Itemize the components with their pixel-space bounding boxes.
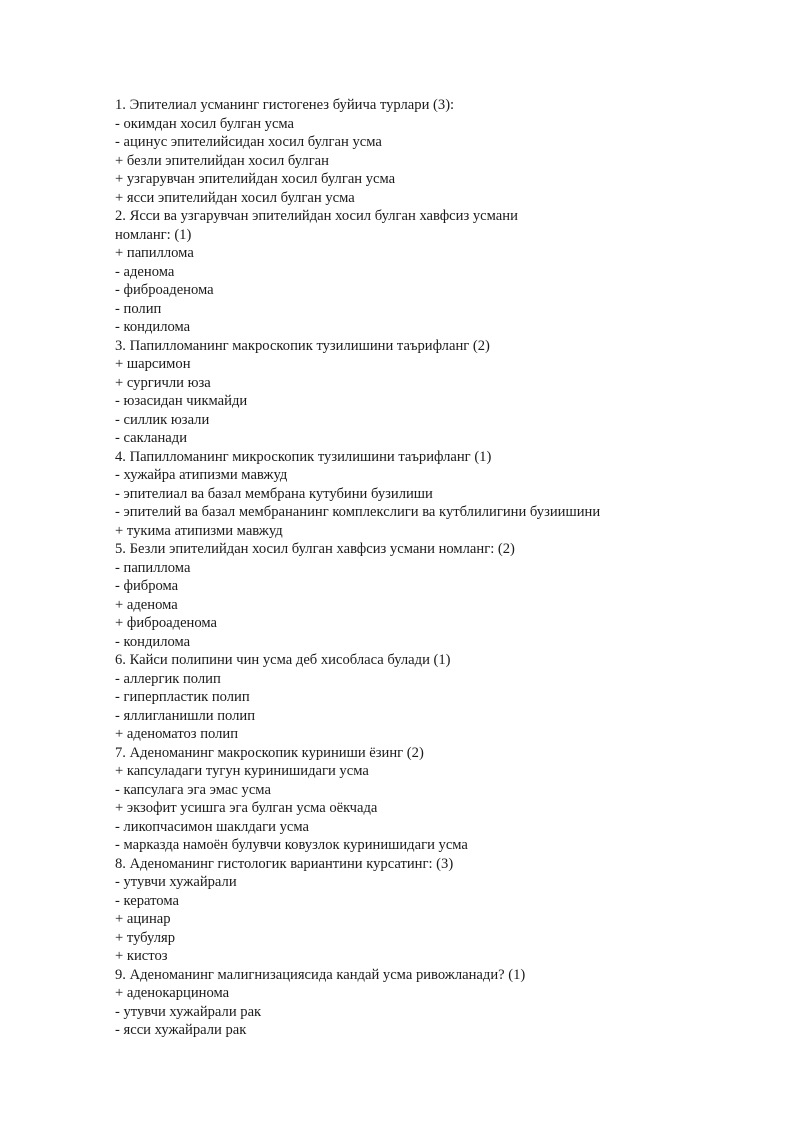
text-line: + сургичли юза: [115, 374, 211, 391]
text-line: - ликопчасимон шаклдаги усма: [115, 818, 309, 835]
text-line: 2. Ясси ва узгарувчан эпителийдан хосил булган хавфсиз усмани: [115, 208, 518, 224]
text-line: - яллигланишли полип: [115, 707, 256, 724]
text-line: 8. Аденоманинг гистологик вариантини курсатинг: (3): [115, 855, 454, 872]
text-line: + тукима атипизми мавжуд: [115, 522, 283, 539]
text-line: + шарсимон: [115, 356, 191, 372]
text-line: - аденома: [115, 263, 175, 280]
text-line: - фиброма: [115, 578, 179, 594]
text-line: - эпителиал ва базал мембрана кутубини бузилиши: [115, 485, 433, 502]
text-line: + аденома: [115, 596, 178, 613]
text-line: + экзофит усишга эга булган усма оёкчада: [115, 800, 378, 816]
text-line: - утувчи хужайрали: [115, 874, 237, 890]
text-line: + аденокарцинома: [115, 985, 230, 1001]
text-line: - аллергик полип: [115, 670, 221, 687]
text-line: 4. Папилломанинг микроскопик тузилишини таърифланг (1): [115, 448, 492, 465]
text-line: + кистоз: [115, 948, 168, 964]
text-line: 6. Кайси полипини чин усма деб хисобласа булади (1): [115, 652, 451, 668]
text-line: 9. Аденоманинг малигнизациясида кандай усма ривожланади? (1): [115, 966, 526, 983]
text-line: + тубуляр: [115, 929, 175, 946]
text-line: - хужайра атипизми мавжуд: [115, 467, 288, 483]
text-line: - юзасидан чикмайди: [115, 393, 248, 409]
text-line: - эпителий ва базал мембрананинг комплекслиги ва кутблилигини бузиишини: [115, 504, 601, 520]
text-line: - полип: [115, 300, 162, 317]
text-line: + безли эпителийдан хосил булган: [115, 152, 329, 169]
text-line: - окимдан хосил булган усма: [115, 115, 295, 132]
text-line: + фиброаденома: [115, 615, 217, 631]
text-line: - папиллома: [115, 559, 191, 576]
text-line: - кератома: [115, 892, 179, 909]
text-line: - ацинус эпителийсидан хосил булган усма: [115, 134, 382, 150]
text-line: - кондилома: [115, 633, 191, 650]
text-line: 1. Эпителиал усманинг гистогенез буйича турлари (3):: [115, 97, 455, 113]
text-line: - гиперпластик полип: [115, 689, 250, 705]
text-line: номланг: (1): [115, 226, 192, 243]
text-line: - капсулага эга эмас усма: [115, 781, 271, 798]
text-line: 5. Безли эпителийдан хосил булган хавфсиз усмани номланг: (2): [115, 541, 515, 557]
text-line: - сакланади: [115, 430, 188, 446]
text-line: + узгарувчан эпителийдан хосил булган усма: [115, 171, 396, 187]
text-line: - фиброаденома: [115, 282, 214, 298]
text-line: + аденоматоз полип: [115, 726, 239, 742]
text-line: - утувчи хужайрали рак: [115, 1003, 262, 1020]
text-line: 3. Папилломанинг макроскопик тузилишини таърифланг (2): [115, 337, 490, 354]
text-line: + ацинар: [115, 911, 171, 927]
question-list: [115, 96, 775, 1040]
text-line: + капсуладаги тугун куринишидаги усма: [115, 763, 369, 779]
text-line: + папиллома: [115, 245, 194, 261]
text-line: - силлик юзали: [115, 411, 210, 428]
text-line: 7. Аденоманинг макроскопик куриниши ёзинг (2): [115, 744, 424, 761]
text-line: - марказда намоён булувчи ковузлок куринишидаги усма: [115, 837, 468, 853]
text-line: - кондилома: [115, 319, 191, 335]
text-line: + ясси эпителийдан хосил булган усма: [115, 189, 355, 206]
text-line: - ясси хужайрали рак: [115, 1022, 247, 1038]
